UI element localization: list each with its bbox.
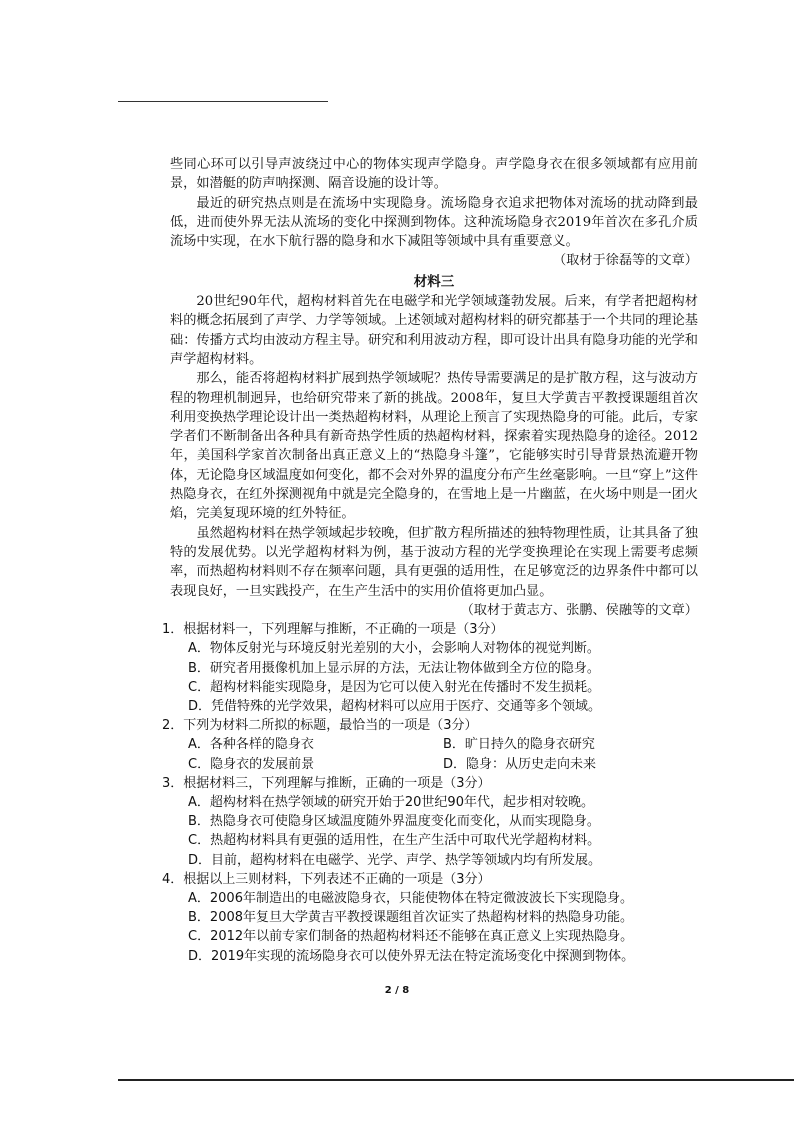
- answer-option: A．超构材料在热学领域的研究开始于20世纪90年代，起步相对较晚。: [188, 794, 594, 810]
- answer-option: C．2012年以前专家们制备的热超构材料还不能够在真正意义上实现热隐身。: [188, 929, 634, 945]
- answer-option: A．各种各样的隐身衣: [188, 737, 314, 753]
- answer-option: B．2008年复旦大学黄吉平教授课题组首次证实了热超构材料的热隐身功能。: [188, 910, 634, 926]
- page-number: 2 / 8: [384, 985, 410, 996]
- bottom-rule: [118, 1079, 794, 1081]
- question-stem: 2．下列为材料二所拟的标题，最恰当的一项是（3分）: [162, 718, 478, 734]
- answer-option: C．热超构材料具有更强的适用性，在生产生活中可取代光学超构材料。: [188, 833, 601, 849]
- answer-option: D．隐身：从历史走向未来: [443, 756, 597, 772]
- section2-paragraph: 些同心环可以引导声波绕过中心的物体实现声学隐身。声学隐身衣在很多领域都有应用前景，如潜艇的防声呐探测、隔音设施的设计等。: [170, 157, 698, 192]
- question-stem: 3．根据材料三，下列理解与推断，正确的一项是（3分）: [162, 775, 491, 791]
- answer-option: C．隐身衣的发展前景: [188, 756, 315, 772]
- source-citation: （取材于徐磊等的文章）: [552, 253, 698, 269]
- answer-option: B．研究者用摄像机加上显示屏的方法，无法让物体做到全方位的隐身。: [188, 660, 600, 676]
- question-1: [162, 620, 698, 716]
- option-row: [170, 735, 698, 754]
- option-row: [170, 755, 698, 774]
- answer-option: C．超构材料能实现隐身，是因为它可以使入射光在传播时不发生损耗。: [188, 679, 601, 695]
- answer-option: D．目前，超构材料在电磁学、光学、声学、热学等领域内均有所发展。: [188, 852, 602, 868]
- answer-option: D．凭借特殊的光学效果，超构材料可以应用于医疗、交通等多个领域。: [188, 698, 602, 714]
- answer-option: D．2019年实现的流场隐身衣可以使外界无法在特定流场变化中探测到物体。: [188, 948, 635, 964]
- question-stem: 1．根据材料一，下列理解与推断，不正确的一项是（3分）: [162, 622, 504, 638]
- section3-paragraph: 20世纪90年代，超构材料首先在电磁学和光学领域蓬勃发展。后来，有学者把超构材料的概念拓展到了声学、力学等领域。上述领域对超构材料的研究都基于一个共同的理论基础：传播方式均由波动方程主导。研究和利用波动方程，即可设计出具有隐身功能的光学和声学超构材料。: [170, 294, 698, 367]
- section2-paragraph: 最近的研究热点则是在流场中实现隐身。流场隐身衣追求把物体对流场的扰动降到最低，进而使外界无法从流场的变化中探测到物体。这种流场隐身衣2019年首次在多孔介质流场中实现，在水下航行器的隐身和水下减阻等领域中具有重要意义。: [170, 195, 698, 250]
- answer-option: A．2006年制造出的电磁波隐身衣，只能使物体在特定微波波长下实现隐身。: [188, 890, 633, 906]
- question-4: [162, 870, 698, 966]
- question-2: [162, 716, 698, 774]
- question-stem: 4．根据以上三则材料，下列表述不正确的一项是（3分）: [162, 871, 491, 887]
- answer-option: B．热隐身衣可使隐身区域温度随外界温度变化而变化，从而实现隐身。: [188, 814, 600, 830]
- question-3: [162, 774, 698, 870]
- material-heading: 材料三: [413, 273, 455, 290]
- answer-option: B．旷日持久的隐身衣研究: [443, 737, 595, 753]
- section3-paragraph: 那么，能否将超构材料扩展到热学领域呢？热传导需要满足的是扩散方程，这与波动方程的物理机制迥异，也给研究带来了新的挑战。2008年，复旦大学黄吉平教授课题组首次利用变换热学理论设计出一类热超构材料，从理论上预言了实现热隐身的可能。此后，专家学者们不断制备出各种具有新奇热学性质的热超构材料，探索着实现热隐身的途径。2012年，美国科学家首次制备出真正意义上的“热隐身斗篷”，它能够实时引导背景热流避开物体，无论隐身区域温度如何变化，都不会对外界的温度分布产生丝毫影响。一旦“穿上”这件热隐身衣，在红外探测视角中就是完全隐身的，在雪地上是一片幽蓝，在火场中则是一团火焰，完美复现环境的红外特征。: [170, 371, 698, 522]
- document-body: [162, 155, 698, 966]
- top-rule: [118, 101, 328, 102]
- answer-option: A．物体反射光与环境反射光差别的大小，会影响人对物体的视觉判断。: [188, 641, 600, 657]
- source-citation: （取材于黄志方、张鹏、侯融等的文章）: [460, 602, 698, 618]
- section3-paragraph: 虽然超构材料在热学领域起步较晚，但扩散方程所描述的独特物理性质，让其具备了独特的发展优势。以光学超构材料为例，基于波动方程的光学变换理论在实现上需要考虑频率，而热超构材料则不存在频率问题，具有更强的适用性，在足够宽泛的边界条件中都可以表现良好，一旦实践投产，在生产生活中的实用价值将更加凸显。: [170, 525, 698, 599]
